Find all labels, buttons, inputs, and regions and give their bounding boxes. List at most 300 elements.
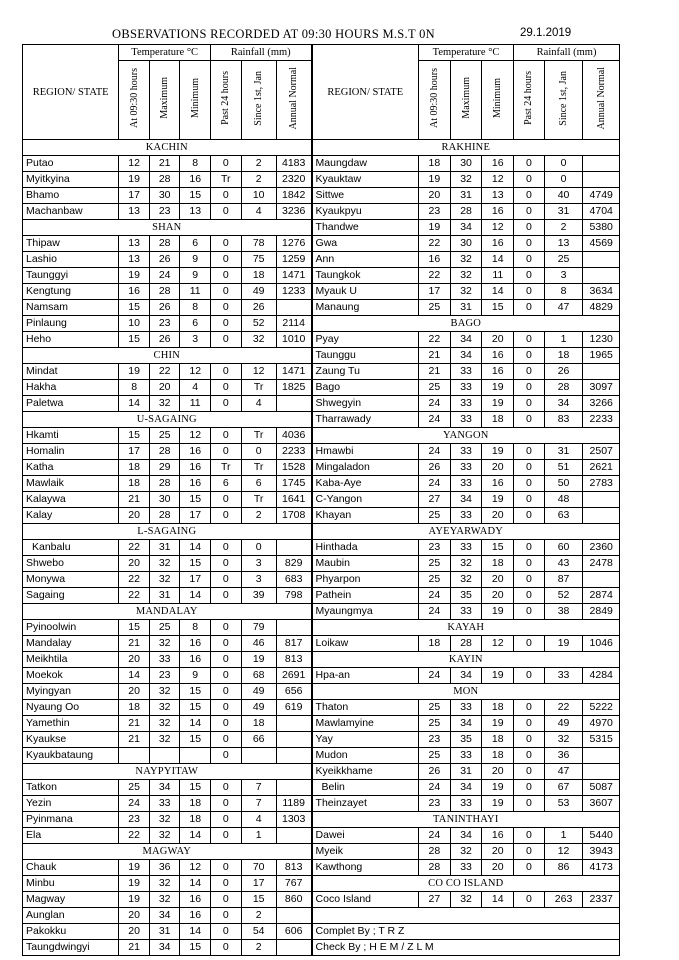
value-cell: 8 — [180, 300, 211, 316]
station-name: Hpa-an — [312, 668, 419, 684]
table-row — [23, 684, 620, 700]
value-cell: 12 — [180, 860, 211, 876]
value-cell: 24 — [418, 412, 450, 428]
value-cell: 19 — [482, 796, 514, 812]
report-date: 29.1.2019 — [520, 27, 572, 39]
value-cell: 0 — [514, 364, 545, 380]
value-cell: 20 — [119, 556, 150, 572]
value-cell: 0 — [514, 380, 545, 396]
value-cell: 87 — [544, 572, 583, 588]
value-cell: 34 — [149, 908, 180, 924]
value-cell: 16 — [119, 284, 150, 300]
value-cell: 15 — [180, 940, 211, 956]
value-cell: 15 — [180, 492, 211, 508]
value-cell: 28 — [149, 476, 180, 492]
value-cell: 33 — [450, 796, 482, 812]
value-cell: 32 — [149, 684, 180, 700]
value-cell: 0 — [210, 892, 241, 908]
value-cell: 3634 — [583, 284, 620, 300]
value-cell: 75 — [241, 252, 276, 268]
value-cell: 15 — [180, 780, 211, 796]
value-cell: 22 — [418, 236, 450, 252]
signoff-note: Complet By ; T R Z — [312, 924, 620, 940]
value-cell: 16 — [482, 348, 514, 364]
value-cell: 0 — [210, 316, 241, 332]
value-cell: 813 — [276, 860, 311, 876]
region-header-left: REGION/ STATE — [23, 45, 119, 140]
value-cell: 19 — [119, 172, 150, 188]
value-cell: 0 — [210, 828, 241, 844]
value-cell: 18 — [482, 412, 514, 428]
value-cell: 31 — [450, 300, 482, 316]
value-cell: 1046 — [583, 636, 620, 652]
value-cell: 0 — [210, 876, 241, 892]
value-cell: 0 — [241, 540, 276, 556]
value-cell: 31 — [149, 924, 180, 940]
value-cell — [583, 268, 620, 284]
column-header-label: Since 1st, Jan — [253, 70, 265, 126]
value-cell: 12 — [482, 172, 514, 188]
value-cell: 23 — [119, 812, 150, 828]
column-header-left-1 — [149, 61, 180, 140]
value-cell: 32 — [450, 556, 482, 572]
value-cell — [583, 508, 620, 524]
value-cell: 12 — [180, 364, 211, 380]
value-cell: 0 — [514, 204, 545, 220]
value-cell: 1 — [241, 828, 276, 844]
value-cell: 24 — [418, 604, 450, 620]
station-name: Manaung — [312, 300, 419, 316]
table-row — [23, 604, 620, 620]
value-cell: 12 — [482, 636, 514, 652]
value-cell — [583, 764, 620, 780]
value-cell: 22 — [544, 700, 583, 716]
value-cell: 20 — [149, 380, 180, 396]
value-cell: 0 — [210, 940, 241, 956]
value-cell: 0 — [514, 156, 545, 172]
value-cell: 0 — [210, 380, 241, 396]
value-cell: 2320 — [276, 172, 311, 188]
value-cell: 0 — [514, 188, 545, 204]
station-name: Kyaukbataung — [23, 748, 119, 764]
value-cell: 33 — [450, 700, 482, 716]
station-name: Myauk U — [312, 284, 419, 300]
station-name: Heho — [23, 332, 119, 348]
station-name: Minbu — [23, 876, 119, 892]
value-cell — [241, 748, 276, 764]
table-row — [23, 396, 620, 412]
value-cell: 16 — [180, 636, 211, 652]
value-cell: 0 — [514, 332, 545, 348]
value-cell — [276, 940, 311, 956]
value-cell: 20 — [119, 652, 150, 668]
value-cell: 6 — [241, 476, 276, 492]
value-cell: 33 — [544, 668, 583, 684]
value-cell: 33 — [450, 860, 482, 876]
value-cell: 3097 — [583, 380, 620, 396]
value-cell: 14 — [180, 924, 211, 940]
table-row — [23, 380, 620, 396]
value-cell: 8 — [180, 620, 211, 636]
value-cell: 0 — [210, 300, 241, 316]
value-cell: 0 — [514, 604, 545, 620]
value-cell: 20 — [482, 588, 514, 604]
value-cell: 0 — [514, 572, 545, 588]
value-cell: 0 — [210, 732, 241, 748]
value-cell: 30 — [149, 188, 180, 204]
station-name: C-Yangon — [312, 492, 419, 508]
value-cell: 0 — [210, 668, 241, 684]
value-cell — [276, 732, 311, 748]
value-cell: 25 — [544, 252, 583, 268]
column-header-label: Since 1st, Jan — [558, 70, 570, 126]
value-cell — [276, 396, 311, 412]
value-cell: 2 — [544, 220, 583, 236]
value-cell: 20 — [482, 844, 514, 860]
value-cell: 2478 — [583, 556, 620, 572]
station-name: Homalin — [23, 444, 119, 460]
value-cell: 22 — [149, 364, 180, 380]
value-cell: 0 — [210, 860, 241, 876]
table-row — [23, 268, 620, 284]
value-cell: 12 — [482, 220, 514, 236]
value-cell: 33 — [450, 604, 482, 620]
value-cell: 19 — [482, 668, 514, 684]
station-name: Yezin — [23, 796, 119, 812]
station-name: Ela — [23, 828, 119, 844]
value-cell: 32 — [149, 828, 180, 844]
table-row — [23, 252, 620, 268]
value-cell: 17 — [241, 876, 276, 892]
region-heading: MANDALAY — [23, 604, 312, 620]
value-cell: 23 — [149, 316, 180, 332]
value-cell: 16 — [482, 476, 514, 492]
station-name: Kyauktaw — [312, 172, 419, 188]
value-cell: 19 — [482, 380, 514, 396]
value-cell: 1641 — [276, 492, 311, 508]
station-name: Sagaing — [23, 588, 119, 604]
value-cell: 27 — [418, 492, 450, 508]
value-cell: 1189 — [276, 796, 311, 812]
value-cell: 28 — [149, 444, 180, 460]
value-cell: 51 — [544, 460, 583, 476]
value-cell: 18 — [482, 732, 514, 748]
value-cell: 17 — [119, 188, 150, 204]
value-cell: 0 — [210, 652, 241, 668]
station-name: Coco Island — [312, 892, 419, 908]
value-cell: 27 — [418, 892, 450, 908]
table-row — [23, 476, 620, 492]
table-row — [23, 700, 620, 716]
station-name: Kalay — [23, 508, 119, 524]
value-cell — [276, 748, 311, 764]
station-name: Mawlamyine — [312, 716, 419, 732]
value-cell: 21 — [119, 732, 150, 748]
station-name: Kengtung — [23, 284, 119, 300]
station-name: Putao — [23, 156, 119, 172]
value-cell: 15 — [119, 620, 150, 636]
value-cell: 14 — [180, 588, 211, 604]
value-cell: 31 — [450, 188, 482, 204]
value-cell: 0 — [514, 236, 545, 252]
value-cell: 34 — [450, 780, 482, 796]
value-cell: 2337 — [583, 892, 620, 908]
value-cell: 14 — [482, 892, 514, 908]
value-cell: 0 — [514, 844, 545, 860]
value-cell: 19 — [544, 636, 583, 652]
value-cell: 25 — [418, 700, 450, 716]
value-cell: 0 — [210, 796, 241, 812]
value-cell: 9 — [180, 252, 211, 268]
value-cell: 0 — [514, 476, 545, 492]
station-name: Bhamo — [23, 188, 119, 204]
value-cell: 8 — [180, 156, 211, 172]
region-heading: KAYAH — [312, 620, 620, 636]
station-name: Moekok — [23, 668, 119, 684]
value-cell: 10 — [241, 188, 276, 204]
station-name: Monywa — [23, 572, 119, 588]
value-cell: 16 — [180, 444, 211, 460]
value-cell: 26 — [418, 764, 450, 780]
value-cell: 11 — [482, 268, 514, 284]
value-cell: 28 — [544, 380, 583, 396]
station-name: Hmawbi — [312, 444, 419, 460]
value-cell: 0 — [241, 444, 276, 460]
region-heading: L-SAGAING — [23, 524, 312, 540]
value-cell: 32 — [450, 284, 482, 300]
station-name: Thandwe — [312, 220, 419, 236]
value-cell: 0 — [514, 412, 545, 428]
value-cell — [276, 620, 311, 636]
value-cell: 33 — [450, 508, 482, 524]
value-cell: 15 — [180, 556, 211, 572]
value-cell: 0 — [210, 700, 241, 716]
value-cell: 20 — [119, 908, 150, 924]
value-cell: 34 — [450, 348, 482, 364]
station-name: Pathein — [312, 588, 419, 604]
table-row — [23, 908, 620, 924]
region-heading: CHIN — [23, 348, 312, 364]
value-cell — [276, 300, 311, 316]
station-name: Lashio — [23, 252, 119, 268]
value-cell: 48 — [544, 492, 583, 508]
table-row — [23, 716, 620, 732]
value-cell: 0 — [210, 636, 241, 652]
value-cell: 32 — [149, 716, 180, 732]
rainfall-header-right: Rainfall (mm) — [514, 45, 620, 61]
value-cell: 70 — [241, 860, 276, 876]
value-cell: 2507 — [583, 444, 620, 460]
value-cell: 19 — [482, 396, 514, 412]
value-cell: 24 — [418, 444, 450, 460]
station-name: Pyinmana — [23, 812, 119, 828]
value-cell: 29 — [149, 460, 180, 476]
column-header-label: Annual Normal — [595, 66, 607, 130]
station-name: Bago — [312, 380, 419, 396]
value-cell: 13 — [119, 204, 150, 220]
value-cell: 22 — [418, 268, 450, 284]
value-cell: 20 — [482, 764, 514, 780]
value-cell — [149, 748, 180, 764]
column-header-right-0 — [418, 61, 450, 140]
value-cell: 0 — [210, 156, 241, 172]
value-cell: 0 — [514, 732, 545, 748]
value-cell: 32 — [149, 396, 180, 412]
value-cell: 14 — [180, 716, 211, 732]
value-cell: 0 — [210, 492, 241, 508]
value-cell — [583, 252, 620, 268]
value-cell: 2 — [241, 940, 276, 956]
value-cell: 860 — [276, 892, 311, 908]
station-name: Myitkyina — [23, 172, 119, 188]
value-cell: 5380 — [583, 220, 620, 236]
value-cell: 2 — [241, 172, 276, 188]
value-cell: 28 — [418, 844, 450, 860]
value-cell — [583, 156, 620, 172]
station-name: Yay — [312, 732, 419, 748]
value-cell: 17 — [180, 508, 211, 524]
value-cell: 0 — [210, 620, 241, 636]
value-cell: 19 — [119, 364, 150, 380]
value-cell: 9 — [180, 268, 211, 284]
table-row — [23, 556, 620, 572]
value-cell: 66 — [241, 732, 276, 748]
value-cell: 15 — [119, 428, 150, 444]
value-cell: 0 — [514, 668, 545, 684]
report-title: OBSERVATIONS RECORDED AT 09:30 HOURS M.S.T 0N — [112, 27, 435, 41]
station-name: Tatkon — [23, 780, 119, 796]
value-cell: 1825 — [276, 380, 311, 396]
value-cell: 20 — [482, 332, 514, 348]
value-cell: 26 — [149, 252, 180, 268]
value-cell: Tr — [241, 492, 276, 508]
value-cell: 19 — [119, 876, 150, 892]
value-cell: 0 — [210, 572, 241, 588]
column-header-label: Past 24 hours — [220, 71, 232, 125]
value-cell: 32 — [149, 572, 180, 588]
value-cell: 25 — [418, 572, 450, 588]
value-cell: 3607 — [583, 796, 620, 812]
value-cell: 4284 — [583, 668, 620, 684]
value-cell: 35 — [450, 732, 482, 748]
value-cell: 15 — [241, 892, 276, 908]
station-name: Paletwa — [23, 396, 119, 412]
value-cell: 1745 — [276, 476, 311, 492]
value-cell: 18 — [418, 636, 450, 652]
region-heading: MAGWAY — [23, 844, 312, 860]
column-header-label: Maximum — [460, 77, 472, 119]
value-cell: 15 — [482, 540, 514, 556]
value-cell: 0 — [514, 780, 545, 796]
value-cell: 32 — [149, 556, 180, 572]
value-cell: 47 — [544, 300, 583, 316]
table-row — [23, 220, 620, 236]
value-cell: Tr — [241, 428, 276, 444]
value-cell: 0 — [210, 780, 241, 796]
station-name: Kyaukse — [23, 732, 119, 748]
region-heading: BAGO — [312, 316, 620, 332]
value-cell: 53 — [544, 796, 583, 812]
value-cell: 2874 — [583, 588, 620, 604]
station-name: Katha — [23, 460, 119, 476]
station-name: Shwebo — [23, 556, 119, 572]
value-cell: 18 — [241, 268, 276, 284]
value-cell — [583, 364, 620, 380]
station-name: Tharrawady — [312, 412, 419, 428]
value-cell: 8 — [544, 284, 583, 300]
value-cell: 11 — [180, 396, 211, 412]
value-cell: 16 — [180, 908, 211, 924]
station-name: Phyarpon — [312, 572, 419, 588]
value-cell: 22 — [119, 540, 150, 556]
value-cell: 5315 — [583, 732, 620, 748]
region-heading: AYEYARWADY — [312, 524, 620, 540]
value-cell: 20 — [119, 508, 150, 524]
table-row — [23, 492, 620, 508]
region-header-right: REGION/ STATE — [312, 45, 419, 140]
value-cell: 21 — [119, 492, 150, 508]
value-cell: 263 — [544, 892, 583, 908]
value-cell: 33 — [149, 796, 180, 812]
value-cell: 33 — [450, 412, 482, 428]
station-name: Mawlaik — [23, 476, 119, 492]
value-cell: 683 — [276, 572, 311, 588]
table-row — [23, 364, 620, 380]
value-cell: 17 — [418, 284, 450, 300]
column-header-label: Annual Normal — [288, 66, 300, 130]
value-cell — [276, 828, 311, 844]
station-name: Sittwe — [312, 188, 419, 204]
value-cell: 35 — [450, 588, 482, 604]
station-name: Namsam — [23, 300, 119, 316]
value-cell: 26 — [241, 300, 276, 316]
value-cell: 16 — [418, 252, 450, 268]
value-cell: 14 — [119, 668, 150, 684]
value-cell: 17 — [119, 444, 150, 460]
table-row — [23, 412, 620, 428]
table-row — [23, 844, 620, 860]
value-cell: 34 — [149, 940, 180, 956]
value-cell: 16 — [482, 364, 514, 380]
value-cell: 20 — [482, 572, 514, 588]
value-cell: 19 — [241, 652, 276, 668]
value-cell: 0 — [210, 684, 241, 700]
value-cell: 16 — [482, 236, 514, 252]
value-cell: 18 — [241, 716, 276, 732]
value-cell: 7 — [241, 796, 276, 812]
table-row — [23, 508, 620, 524]
value-cell: 1230 — [583, 332, 620, 348]
value-cell: 23 — [418, 540, 450, 556]
station-name: Aunglan — [23, 908, 119, 924]
value-cell: 2360 — [583, 540, 620, 556]
value-cell: 16 — [482, 204, 514, 220]
value-cell: 0 — [210, 508, 241, 524]
value-cell: 18 — [180, 812, 211, 828]
value-cell: 0 — [210, 364, 241, 380]
value-cell: 0 — [210, 268, 241, 284]
value-cell: 34 — [149, 780, 180, 796]
value-cell: 33 — [450, 476, 482, 492]
table-row — [23, 780, 620, 796]
value-cell: 25 — [418, 556, 450, 572]
value-cell: 9 — [180, 668, 211, 684]
table-row — [23, 524, 620, 540]
value-cell: 28 — [418, 860, 450, 876]
table-row — [23, 236, 620, 252]
station-name: Ann — [312, 252, 419, 268]
value-cell: 5440 — [583, 828, 620, 844]
